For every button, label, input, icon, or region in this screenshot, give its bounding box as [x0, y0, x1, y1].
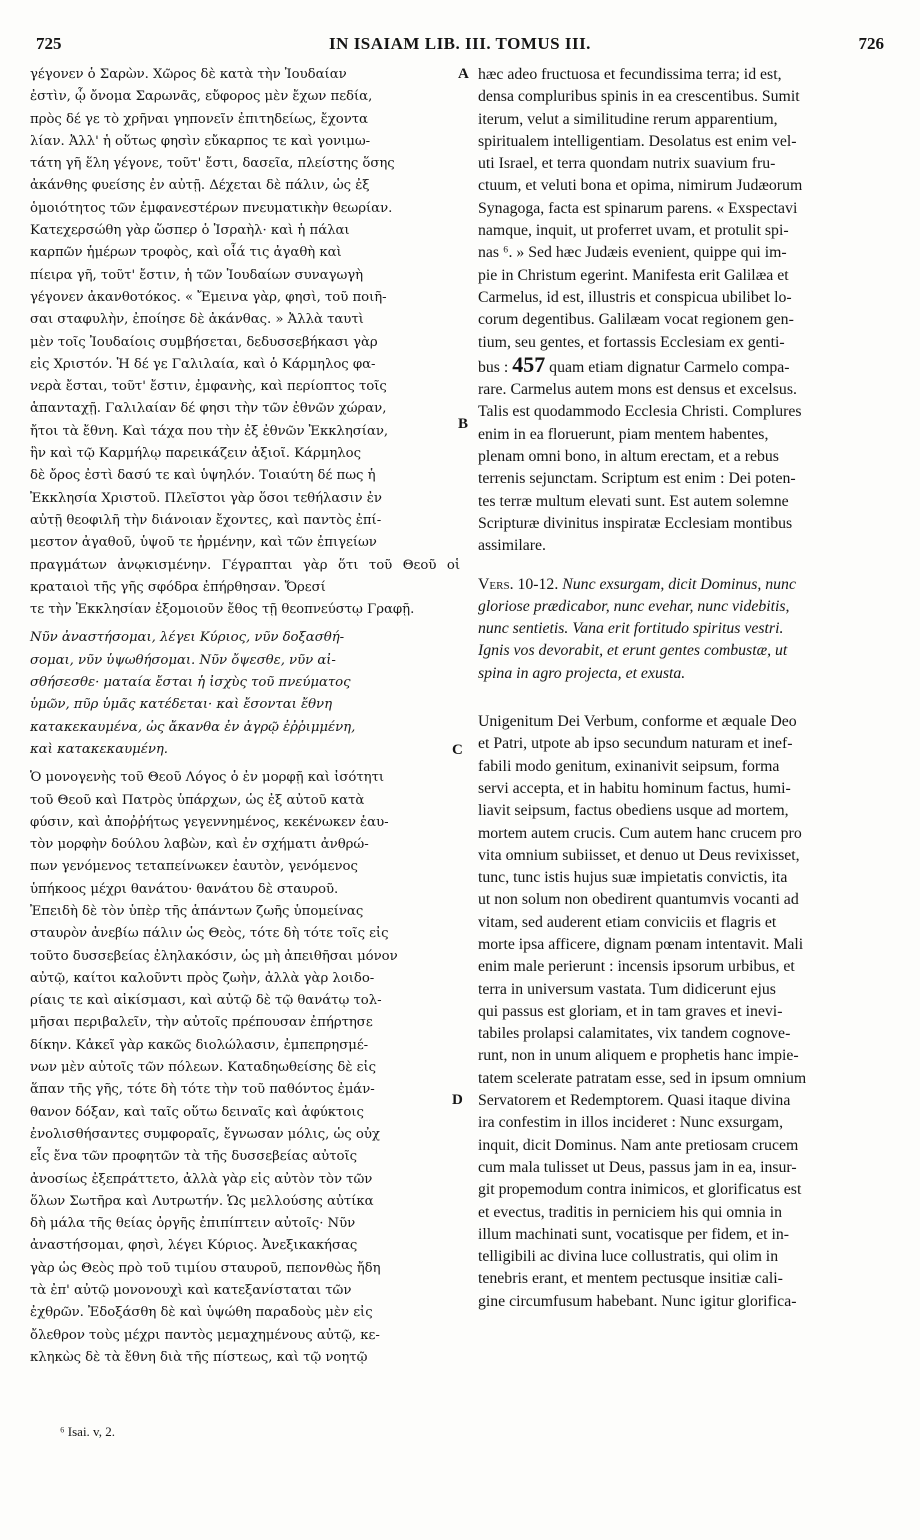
greek-verse: Νῦν ἀναστήσομαι, λέγει Κύριος, νῦν δοξασθή- σομαι, νῦν ὑψωθήσομαι. Νῦν ὄψεσθε, νῦν αἰ- σθήσεσθε· ματαία ἔσται ἡ ἰσχὺς τοῦ πνεύματος ὑμῶν, πῦρ ὑμᾶς κατέδεται· καὶ ἔσονται ἔθνη κατακεκαυμένα, ὡς ἄκανθα ἐν ἀγρῷ ἐῤῥιμμένη, καὶ κατακεκαυμένη.: [30, 630, 356, 757]
latin-verse: [478, 574, 888, 685]
latin-verse-text: Nunc exsurgam, dicit Dominus, nunc gloriose prædicabor, nunc evehar, nunc videbitis, nunc sentietis. Vana erit fortitudo spiritus vestri. Ignis vos devorabit, et erunt gentes combustæ, ut spina in agro projecta, et exusta.: [478, 575, 796, 682]
margin-letter-b: B: [458, 416, 469, 432]
margin-letter-a: A: [458, 66, 469, 82]
latin-paragraph-1a: hæc adeo fructuosa et fecundissima terra; id est, densa compluribus spinis in ea crescentibus. Sumit iterum, velut a similitudine rerum apparentium, spiritualem intelligentiam. Desolatus est enim vel- uti Israel, et terra quondam nutrix suavium fru- ctuum, et veluti bona et opima, nimirum Judæorum Synagoga, facta est spinarum parens. « Exspectavi namque, inquit, ut proferret uvam, et protulit spi- nas ⁶. » Sed hæc Judæis evenient, quippe qui im- pie in Christum egerint. Manifesta erit Galilæa et Carmelus, id est, illustris et conspicua ubilibet lo- corum degentibus. Galilæam vocat regionem gen- tium, seu gentes, et fortassis Ecclesiam ex genti- bus :: [478, 66, 803, 376]
greek-paragraph-1: γέγονεν ὁ Σαρὼν. Χῶρος δὲ κατὰ τὴν Ἰουδαίαν ἐστὶν, ᾧ ὄνομα Σαρωνᾶς, εὔφορος μὲν ἔχων πεδία, πρὸς δέ γε τὸ χρῆναι γηπονεῖν ἐπιτηδείως, ἔχοντα λίαν. Ἀλλ' ἡ οὕτως φησὶν εὔκαρπος τε καὶ γονιμω- τάτη γῆ ἕλη γέγονε, τοῦτ' ἔστι, δασεῖα, πλείστης ὅσης ἀκάνθης φυείσης ἐν αὐτῇ. Δέχεται δὲ πάλιν, ὡς ἐξ ὁμοιότητος τῶν ἐμφανεστέρων πνευματικὴν θεωρίαν. Κατεχερσώθη γὰρ ὥσπερ ὁ Ἰσραὴλ· καὶ ἡ πάλαι καρπῶν ἡμέρων τροφὸς, καὶ οἷά τις ἀγαθὴ καὶ πίειρα γῆ, τοῦτ' ἔστιν, ἡ τῶν Ἰουδαίων συναγωγὴ γέγονεν ἀκανθοτόκος. « Ἔμεινα γὰρ, φησὶ, τοῦ ποιῆ- σαι σταφυλὴν, ἐποίησε δὲ ἀκάνθας. » Ἀλλὰ ταυτὶ μὲν τοῖς Ἰουδαίοις συμβήσεται, δεδυσσεβήκασι γὰρ εἰς Χριστόν. Ἡ δέ γε Γαλιλαία, καὶ ὁ Κάρμηλος φα- νερὰ ἔσται, τοῦτ' ἔστιν, ἐμφανὴς, καὶ περίοπτος τοῖς ἁπανταχῇ. Γαλιλαίαν δέ φησι τὴν τῶν ἐθνῶν χώραν, ἤτοι τὰ ἔθνη. Καὶ τάχα που τὴν ἐξ ἐθνῶν Ἐκκλησίαν, ἣν καὶ τῷ Καρμήλῳ παρεικάζειν ἀξιοῖ. Κάρμηλος δὲ ὄρος ἐστὶ δασύ τε καὶ ὑψηλόν. Τοιαύτη δέ πως ἡ Ἐκκλησία Χριστοῦ. Πλεῖστοι γὰρ ὅσοι τεθήλασιν ἐν αὐτῇ θεοφιλῆ τὴν διάνοιαν ἔχοντες, καὶ παντὸς ἐπί- μεστον ἀγαθοῦ, ὑψοῦ τε ἠρμένην, καὶ τῶν ἐπιγείων πραγμάτων ἀνῳκισμένην. Γέγραπται γὰρ ὅτι τοῦ Θεοῦ οἱ κραταιοὶ τῆς γῆς σφόδρα ἐπήρθησαν. Ὄρεσί τε τὴν Ἐκκλησίαν ἐξομοιοῦν ἔθος τῇ θεοπνεύστῳ Γραφῇ.: [30, 67, 460, 618]
running-title: IN ISAIAM LIB. III. TOMUS III.: [329, 34, 591, 53]
column-number: 457: [512, 351, 546, 377]
verse-reference: Vers. 10-12.: [478, 575, 559, 593]
latin-paragraph-1: [478, 64, 888, 558]
greek-column: [30, 64, 460, 1369]
margin-letter-d: D: [452, 1092, 463, 1108]
footnote: ⁶ Isai. v, 2.: [60, 1424, 115, 1439]
page-header: [36, 34, 884, 58]
latin-paragraph-1b: quam etiam dignatur Carmelo compa- rare. Carmelus autem mons est densus et excelsus. Talis est quodammodo Ecclesia Christi. Complures enim in ea floruerunt, piam mentem habentes, plenam omni bono, in altum erectam, et a rebus terrenis sejunctam. Scriptum est enim : Dei poten- tes terræ multum elevati sunt. Est autem solemne Scripturæ divinitus inspiratæ Ecclesiam montibus assimilare.: [478, 358, 802, 555]
greek-paragraph-2: Ὁ μονογενὴς τοῦ Θεοῦ Λόγος ὁ ἐν μορφῇ καὶ ἰσότητι τοῦ Θεοῦ καὶ Πατρὸς ὑπάρχων, ὡς ἐξ αὐτοῦ κατὰ φύσιν, καὶ ἀποῤῥήτως γεγεννημένος, κεκένωκεν ἑαυ- τὸν μορφὴν δούλου λαβὼν, καὶ ἐν σχήματι ἀνθρώ- πων γενόμενος τεταπείνωκεν ἑαυτὸν, γενόμενος ὑπήκοος μέχρι θανάτου· θανάτου δὲ σταυροῦ. Ἐπειδὴ δὲ τὸν ὑπὲρ τῆς ἁπάντων ζωῆς ὑπομείνας σταυρὸν ἀνεβίω πάλιν ὡς Θεὸς, τότε δὴ τότε τοῖς εἰς τοῦτο δυσσεβείας ἐληλακόσιν, ὡς μὴ ἀπειθῆσαι μόνον αὐτῷ, καίτοι καλοῦντι πρὸς ζωὴν, ἀλλὰ γὰρ λοιδο- ρίαις τε καὶ αἰκίσμασι, καὶ αὐτῷ δὲ τῷ θανάτῳ τολ- μῆσαι περιβαλεῖν, τὴν αὐτοῖς πρέπουσαν ἐπήρτησε δίκην. Κἀκεῖ γὰρ κακῶς διολώλασιν, ἐμπεπρησμέ- νων μὲν αὐτοῖς τῶν πόλεων. Καταδηωθείσης δὲ εἰς ἅπαν τῆς γῆς, τότε δὴ τότε τὴν τοῦ παθόντος ἐμάν- θανον δόξαν, καὶ ταῖς οὕτω δειναῖς καὶ ἀφύκτοις ἐνολισθήσαντες συμφοραῖς, ἔγνωσαν μόλις, ὡς οὐχ εἷς ἔνα τῶν προφητῶν τὰ τῆς δυσσεβείας αὐτοῖς ἀνοσίως ἐξεπράττετο, ἀλλὰ γὰρ εἰς αὐτὸν τὸν τῶν ὅλων Σωτῆρα καὶ Λυτρωτήν. Ὡς μελλούσης αὐτίκα δὴ μάλα τῆς θείας ὀργῆς ἐπιπίπτειν αὐτοῖς· Νῦν ἀναστήσομαι, φησὶ, λέγει Κύριος. Ἀνεξικακήσας γὰρ ὡς Θεὸς πρὸ τοῦ τιμίου σταυροῦ, πεπονθὼς ἤδη τὰ ἐπ' αὐτῷ μονονουχὶ καὶ κατεξανίσταται τῶν ἐχθρῶν. Ἐδοξάσθη δὲ καὶ ὑψώθη παραδοὺς μὲν εἰς ὄλεθρον τοὺς μέχρι παντὸς μεμαχημένους αὐτῷ, κε- κληκὼς δὲ τὰ ἔθνη διὰ τῆς πίστεως, καὶ τῷ νοητῷ: [30, 770, 398, 1365]
left-page-number: 725: [36, 34, 62, 53]
latin-paragraph-2: Unigenitum Dei Verbum, conforme et æquale Deo et Patri, utpote ab ipso secundum naturam et inef- fabili modo genitum, exinanivit seipsum, forma servi accepta, et in habitu hominum factus, humi- liavit seipsum, factus obediens usque ad mortem, mortem autem crucis. Cum autem hanc crucem pro vita omnium subiisset, et denuo ut Deus revixisset, tunc, tunc istis hujus suæ impietatis convictis, ita ut non solum non obedirent quantumvis vocanti ad vitam, sed auderent etiam conviciis et flagris et morte ipsa afficere, dignam pœnam intentavit. Mali enim male perierunt : incensis ipsorum urbibus, et terra in universum vastata. Tum didicerunt ejus qui passus est gloriam, et in tam graves et inevi- tabiles prolapsi calamitates, vix tandem cognove- runt, non in unum aliquem e prophetis hanc impie- tatem scelerate patratam esse, sed in ipsum omnium Servatorem et Redemptorem. Quasi itaque divina ira confestim in illos incideret : Nunc exsurgam, inquit, dicit Dominus. Nam ante pretiosam crucem cum mala tulisset ut Deus, passus jam in ea, insur- git propemodum contra inimicos, et glorificatus est et evectus, traditis in perniciem his qui omnia in illum machinati sunt, vocatisque per fidem, et in- telligibili ac divina luce collustratis, qui olim in tenebris erant, et mentem pectusque insitiæ cali- gine circumfusum habebant. Nunc igitur glorifica-: [478, 713, 807, 1310]
margin-letter-c: C: [452, 742, 463, 758]
right-page-number: 726: [858, 34, 884, 53]
latin-column: [478, 64, 888, 1313]
